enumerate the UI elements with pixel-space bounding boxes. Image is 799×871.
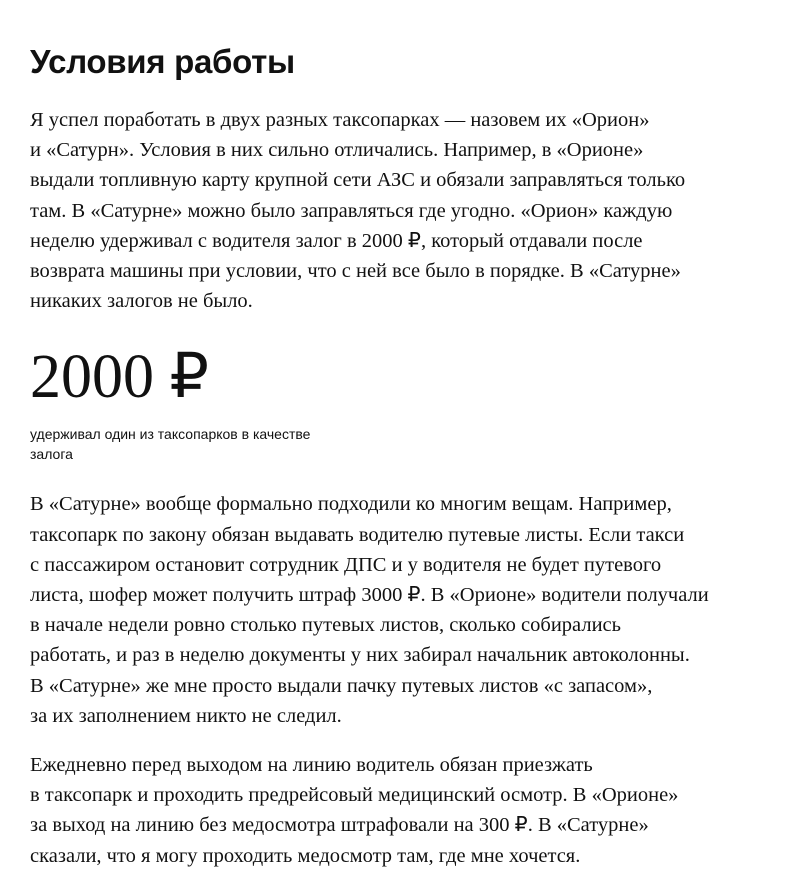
highlight-stat-value: 2000 ₽ — [30, 343, 209, 412]
section-heading: Условия работы — [30, 43, 295, 80]
paragraph-waybills: В «Сатурне» вообще формально подходили ко многим вещам. Например, таксопарк по закону обязан выдавать водителю путевые листы. Если такси с пассажиром остановит сотрудник ДПС и у водителя не будет путевого листа, шофер может получить штраф 3000 ₽. В «Орионе» водители получали в начале недели ровно столько путевых листов, сколько собирались работать, и раз в неделю документы у них забирал начальник автоколонны. В «Сатурне» же мне просто выдали пачку путевых листов «с запасом», за их заполнением никто не следил. — [30, 493, 709, 727]
paragraph-work-conditions: Я успел поработать в двух разных таксопарках — назовем их «Орион» и «Сатурн». Условия в них сильно отличались. Например, в «Орионе» выдали топливную карту крупной сети АЗС и обязали заправляться только там. В «Сатурне» можно было заправляться где угодно. «Орион» каждую неделю удерживал с водителя залог в 2000 ₽, который отдавали после возврата машины при условии, что с ней все было в порядке. В «Сатурне» никаких залогов не было. — [30, 109, 686, 313]
paragraph-medical-check: Ежедневно перед выходом на линию водитель обязан приезжать в таксопарк и проходить предрейсовый медицинский осмотр. В «Орионе» за выход на линию без медосмотра штрафовали на 300 ₽. В «Сатурне» сказали, что я могу проходить медосмотр там, где мне хочется. — [30, 754, 679, 867]
highlight-stat-caption: удерживал один из таксопарков в качестве залога — [30, 426, 311, 463]
article-body — [30, 0, 775, 871]
